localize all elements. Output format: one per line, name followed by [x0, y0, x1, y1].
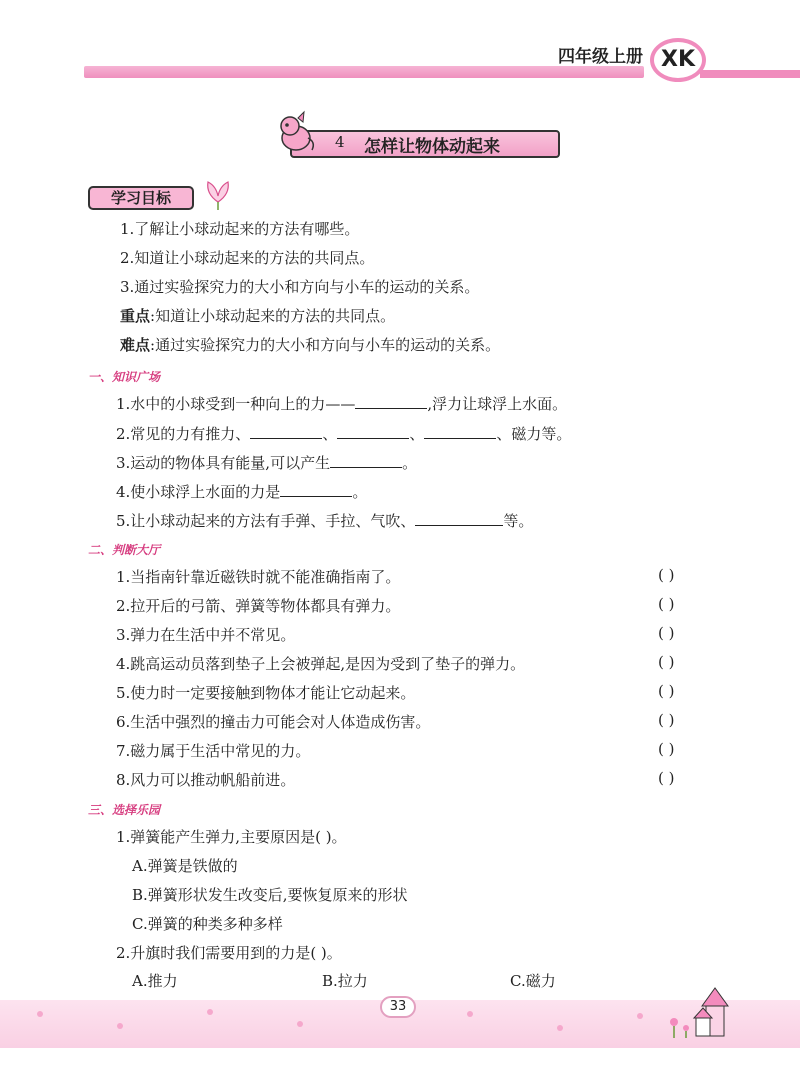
answer-paren[interactable]: ( ): [658, 769, 675, 787]
judge-item-5: 5.使力时一定要接触到物体才能让它动起来。: [116, 684, 416, 702]
judge-item-3: 3.弹力在生活中并不常见。: [116, 626, 296, 644]
fill-question-3: [116, 452, 417, 473]
answer-paren[interactable]: ( ): [658, 624, 675, 642]
goal-item-1: 1.了解让小球动起来的方法有哪些。: [120, 220, 360, 238]
flower-icon: [198, 172, 238, 212]
page-number: 33: [380, 996, 416, 1018]
answer-blank[interactable]: [337, 424, 409, 439]
answer-blank[interactable]: [250, 424, 322, 439]
house-icon: [660, 982, 740, 1042]
answer-blank[interactable]: [280, 482, 352, 497]
difficulty-point: [120, 334, 500, 355]
answer-blank[interactable]: [415, 511, 503, 526]
q2-sep: 、: [322, 425, 338, 443]
difficulty-label: 难点: [120, 336, 151, 354]
goal-item-3: 3.通过实验探究力的大小和方向与小车的运动的关系。: [120, 278, 480, 296]
q3-text-a: 3.运动的物体具有能量,可以产生: [116, 454, 331, 472]
judge-item-6: 6.生活中强烈的撞击力可能会对人体造成伤害。: [116, 713, 431, 731]
choice-option-b[interactable]: B.弹簧形状发生改变后,要恢复原来的形状: [132, 886, 408, 904]
q2-text-b: 、磁力等。: [496, 425, 572, 443]
difficulty-text: :通过实验探究力的大小和方向与小车的运动的关系。: [150, 336, 501, 354]
q1-text-a: 1.水中的小球受到一种向上的力——: [116, 395, 356, 413]
lesson-number: 4: [335, 133, 345, 151]
choice-option-c[interactable]: C.弹簧的种类多种多样: [132, 915, 283, 933]
q2-sep: 、: [409, 425, 425, 443]
q5-text-a: 5.让小球动起来的方法有手弹、手拉、气吹、: [116, 512, 416, 530]
footer-bottom-margin: [0, 1048, 800, 1085]
answer-blank[interactable]: [424, 424, 496, 439]
fill-question-1: [116, 393, 567, 414]
q5-text-b: 等。: [503, 512, 534, 530]
judge-item-8: 8.风力可以推动帆船前进。: [116, 771, 296, 789]
choice-option-a[interactable]: A.推力: [132, 972, 178, 990]
q4-text-a: 4.使小球浮上水面的力是: [116, 483, 281, 501]
judge-item-1: 1.当指南针靠近磁铁时就不能准确指南了。: [116, 568, 401, 586]
choice-option-c[interactable]: C.磁力: [510, 972, 556, 990]
q4-text-b: 。: [352, 483, 368, 501]
key-point: [120, 305, 395, 326]
judge-item-4: 4.跳高运动员落到垫子上会被弹起,是因为受到了垫子的弹力。: [116, 655, 526, 673]
section-1-heading: 一、知识广场: [88, 370, 161, 384]
learning-goals-tag: 学习目标: [88, 186, 194, 210]
header-band-right: [700, 70, 800, 78]
dragon-mascot-icon: [268, 108, 318, 158]
q1-text-b: ,浮力让球浮上水面。: [427, 395, 568, 413]
edition-badge: XK: [650, 38, 706, 82]
choice-question-2: 2.升旗时我们需要用到的力是( )。: [116, 944, 342, 962]
answer-paren[interactable]: ( ): [658, 595, 675, 613]
choice-question-1: 1.弹簧能产生弹力,主要原因是( )。: [116, 828, 347, 846]
answer-paren[interactable]: ( ): [658, 566, 675, 584]
section-3-heading: 三、选择乐园: [88, 803, 161, 817]
lesson-title: 怎样让物体动起来: [364, 137, 500, 157]
q3-text-b: 。: [402, 454, 418, 472]
fill-question-5: [116, 510, 533, 531]
grade-label: 四年级上册: [558, 47, 643, 67]
answer-paren[interactable]: ( ): [658, 653, 675, 671]
choice-option-b[interactable]: B.拉力: [322, 972, 368, 990]
q2-text-a: 2.常见的力有推力、: [116, 425, 251, 443]
answer-blank[interactable]: [330, 453, 402, 468]
fill-question-2: [116, 423, 571, 444]
key-point-label: 重点: [120, 307, 151, 325]
answer-blank[interactable]: [355, 394, 427, 409]
choice-option-a[interactable]: A.弹簧是铁做的: [132, 857, 238, 875]
answer-paren[interactable]: ( ): [658, 711, 675, 729]
key-point-text: :知道让小球动起来的方法的共同点。: [150, 307, 396, 325]
goal-item-2: 2.知道让小球动起来的方法的共同点。: [120, 249, 375, 267]
answer-paren[interactable]: ( ): [658, 740, 675, 758]
header-band: [84, 66, 644, 78]
judge-item-2: 2.拉开后的弓箭、弹簧等物体都具有弹力。: [116, 597, 401, 615]
judge-item-7: 7.磁力属于生活中常见的力。: [116, 742, 311, 760]
fill-question-4: [116, 481, 367, 502]
section-2-heading: 二、判断大厅: [88, 543, 161, 557]
answer-paren[interactable]: ( ): [658, 682, 675, 700]
